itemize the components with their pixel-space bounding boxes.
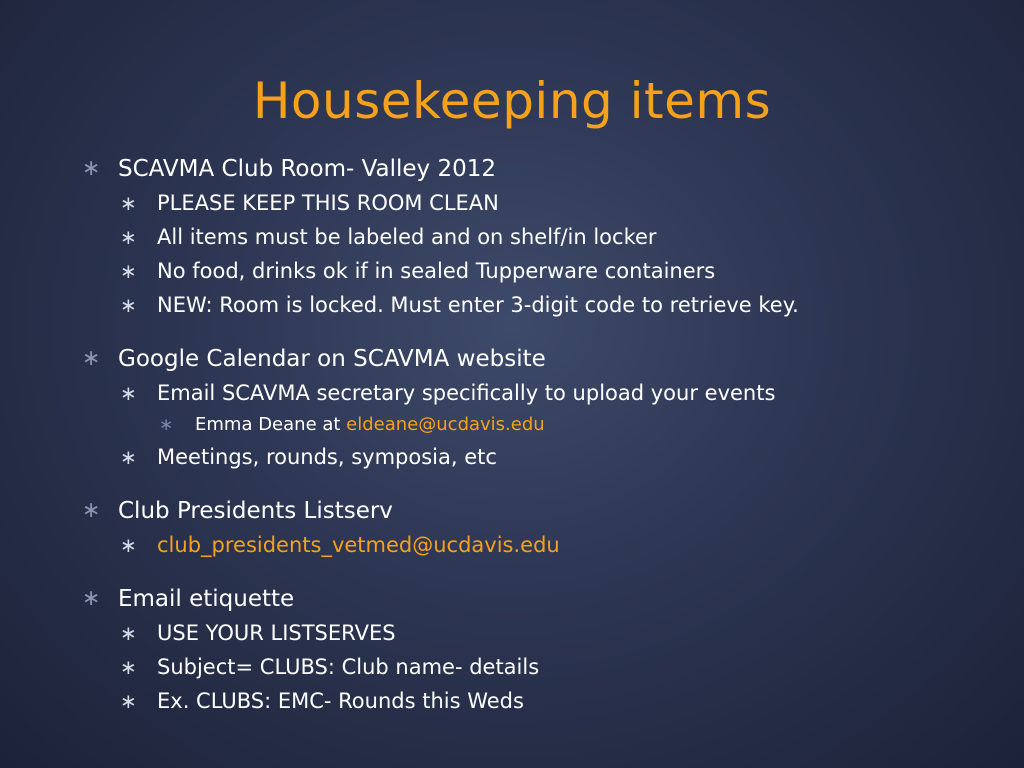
bullet-icon: ∗ [159,415,174,435]
sub-bullet-example [0,684,1024,718]
bullet-icon: ∗ [120,445,137,469]
sub-bullet-listserv-email [0,528,1024,562]
bullet-text: Meetings, rounds, symposia, etc [157,445,497,469]
bullet-text: Subject= CLUBS: Club name- details [157,655,540,679]
bullet-text: Ex. CLUBS: EMC- Rounds this Weds [157,689,524,713]
bullet-text: NEW: Room is locked. Must enter 3-digit code to retrieve key. [157,293,799,317]
sub-bullet-meetings [0,440,1024,474]
bullet-text: All items must be labeled and on shelf/in locker [157,225,657,249]
bullet-text: Emma Deane at [195,414,347,435]
sub-bullet-email-secretary [0,376,1024,410]
bullet-text: PLEASE KEEP THIS ROOM CLEAN [157,191,499,215]
sub-bullet-no-food [0,254,1024,288]
slide-content [0,152,1024,718]
bullet-icon: ∗ [82,498,101,523]
sub-bullet-subject-format [0,650,1024,684]
bullet-listserv [0,494,1024,528]
bullet-icon: ∗ [120,259,137,283]
sub-bullet-labeled-items [0,220,1024,254]
bullet-text: SCAVMA Club Room- Valley 2012 [118,156,497,182]
bullet-text: Club Presidents Listserv [118,498,393,524]
bullet-icon: ∗ [120,533,137,557]
bullet-google-calendar [0,342,1024,376]
bullet-text: Email etiquette [118,586,295,612]
bullet-icon: ∗ [120,225,137,249]
sub-sub-bullet-contact [0,410,1024,440]
bullet-icon: ∗ [120,293,137,317]
bullet-email-etiquette [0,582,1024,616]
email-link[interactable]: club_presidents_vetmed@ucdavis.edu [157,533,560,557]
bullet-icon: ∗ [120,655,137,679]
sub-bullet-use-listserves [0,616,1024,650]
bullet-icon: ∗ [120,621,137,645]
bullet-club-room [0,152,1024,186]
bullet-icon: ∗ [120,689,137,713]
bullet-icon: ∗ [82,346,101,371]
bullet-text: No food, drinks ok if in sealed Tupperware containers [157,259,716,283]
bullet-icon: ∗ [120,191,137,215]
bullet-icon: ∗ [82,156,101,181]
bullet-text: Google Calendar on SCAVMA website [118,346,546,372]
bullet-text: USE YOUR LISTSERVES [157,621,396,645]
email-link[interactable]: eldeane@ucdavis.edu [346,414,545,435]
sub-bullet-keep-clean [0,186,1024,220]
bullet-icon: ∗ [120,381,137,405]
slide-title: Housekeeping items [252,72,772,130]
bullet-text: Email SCAVMA secretary specifically to upload your events [157,381,776,405]
bullet-icon: ∗ [82,586,101,611]
sub-bullet-room-locked [0,288,1024,322]
